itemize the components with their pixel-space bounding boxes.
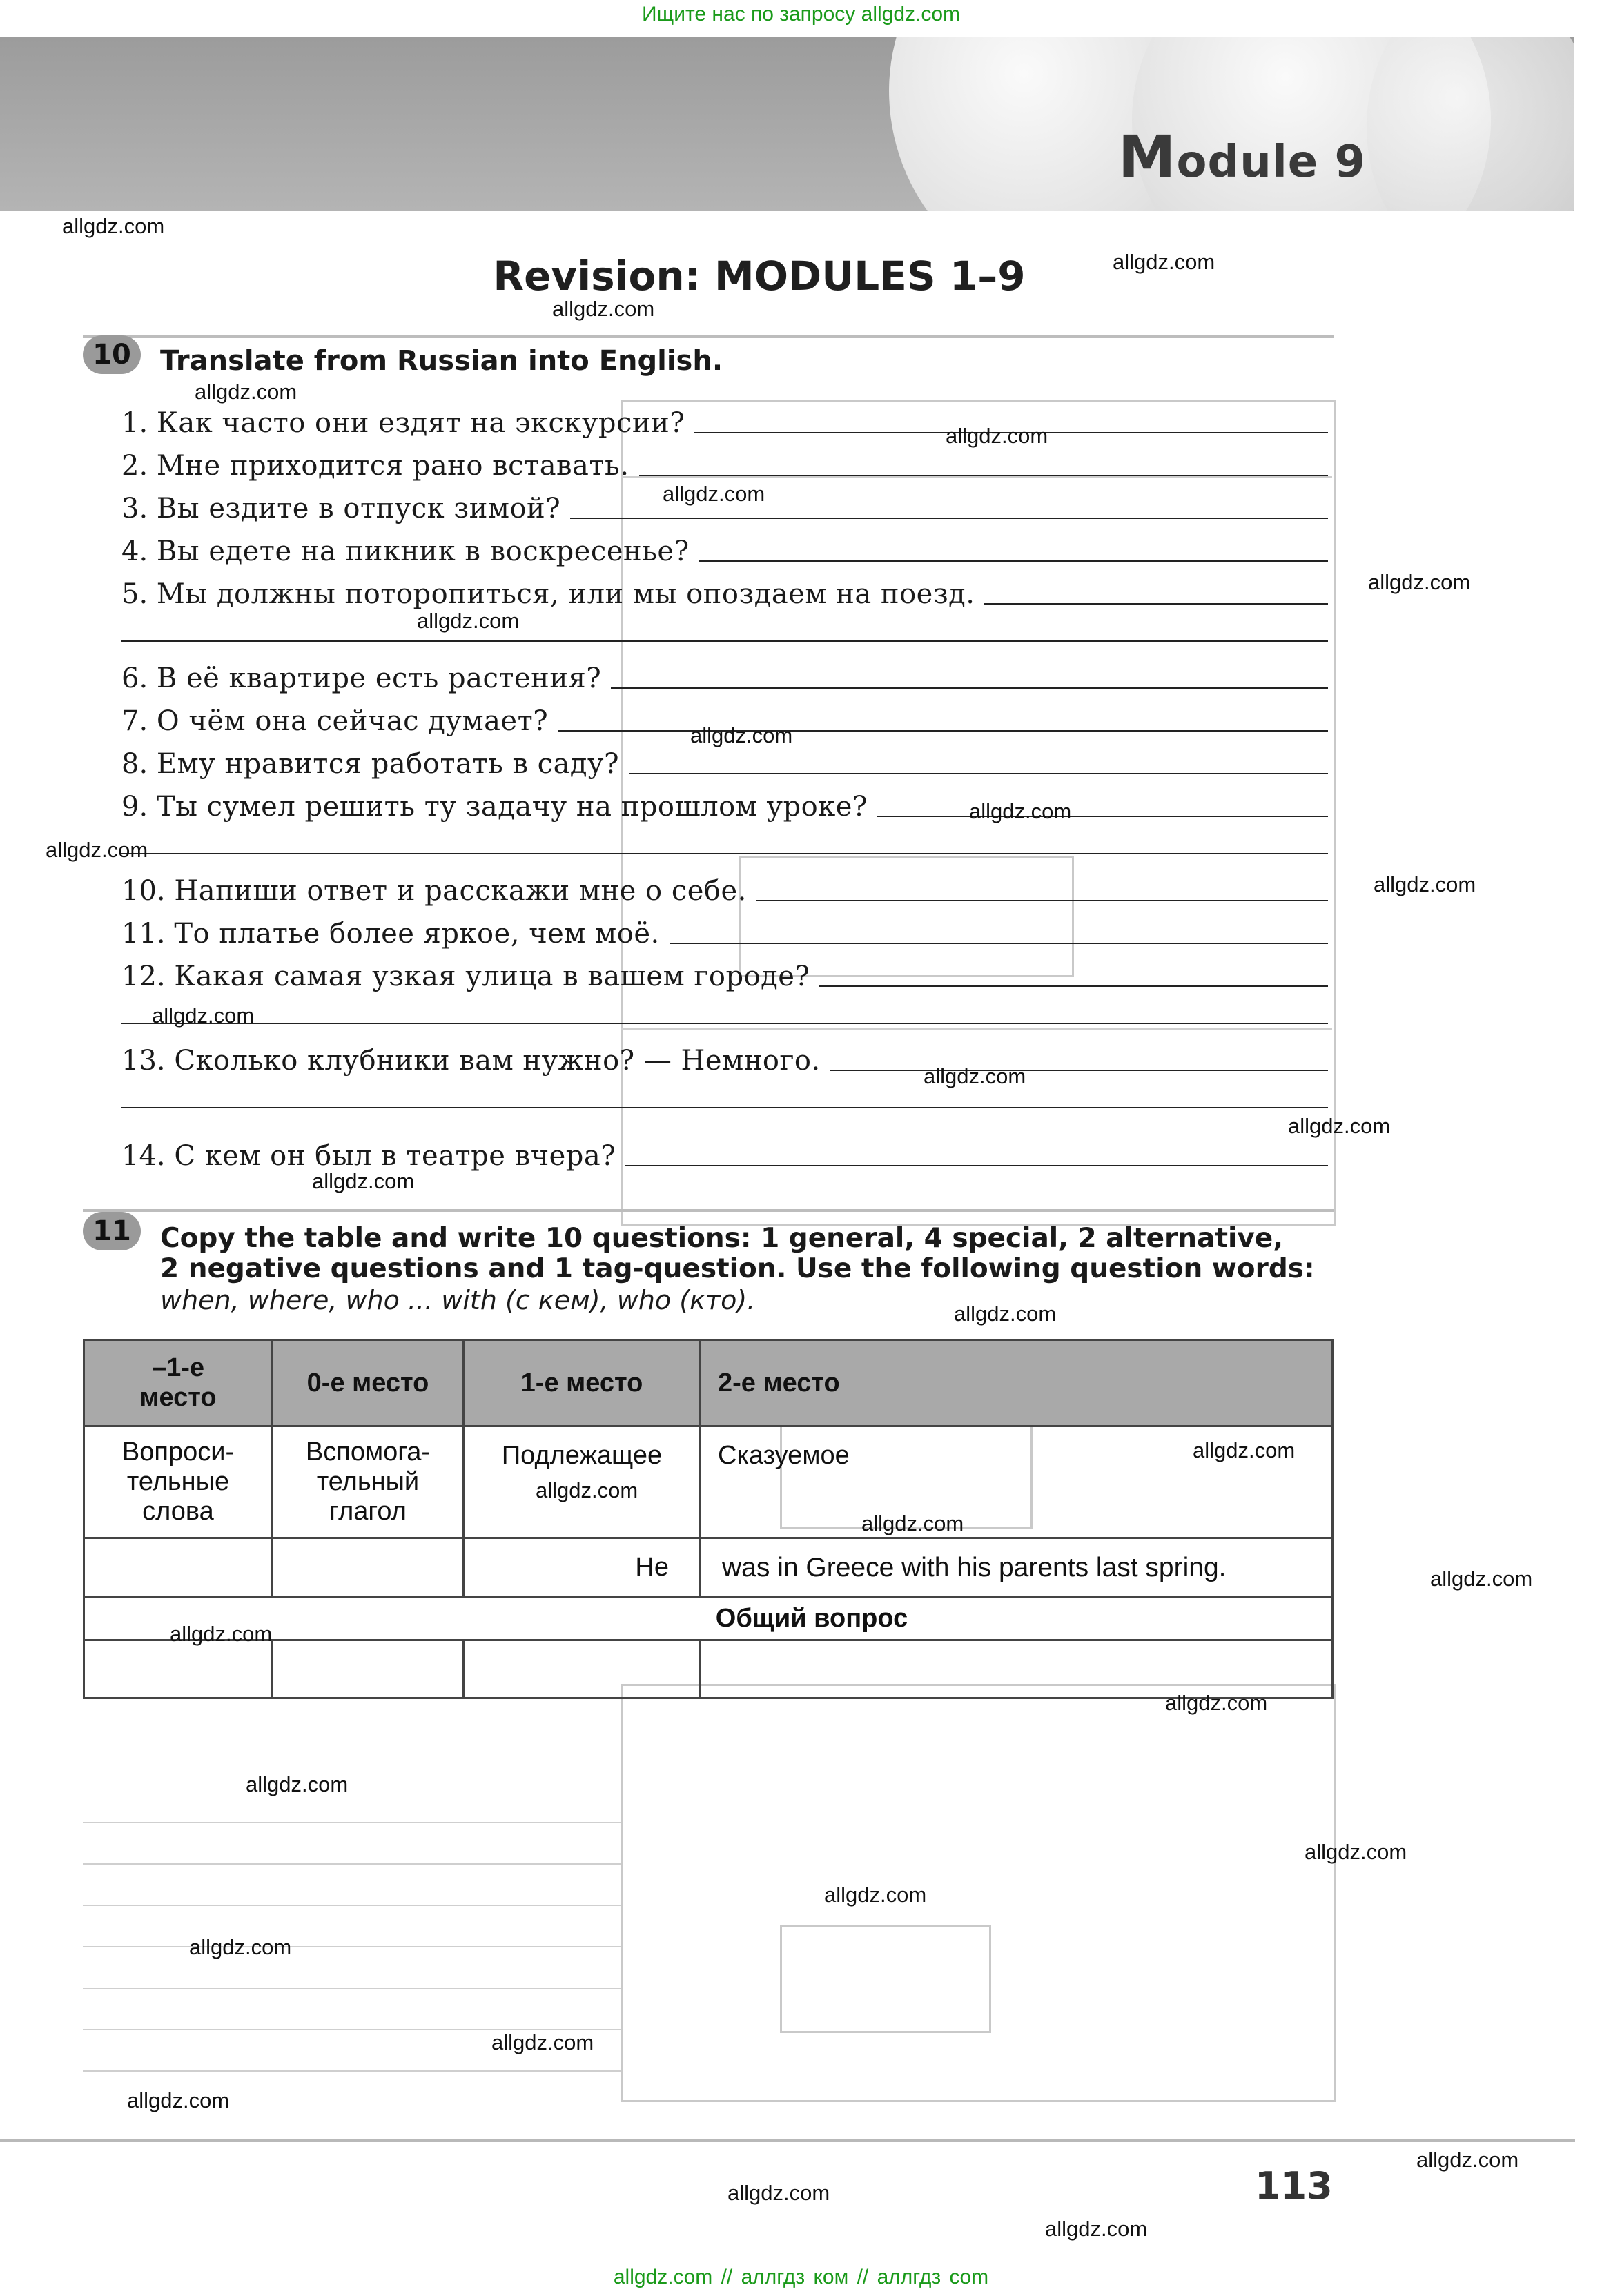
watermark: allgdz.com bbox=[1288, 1114, 1391, 1138]
answer-line[interactable] bbox=[670, 943, 1328, 944]
footer-links: allgdz.com // аллгдз ком // аллгдз com bbox=[613, 2266, 989, 2288]
question-row: 8. Ему нравится работать в саду? bbox=[121, 740, 1328, 780]
ghost-line bbox=[83, 1946, 621, 1947]
table-cell: was in Greece with his parents last spring. bbox=[701, 1538, 1333, 1598]
table-cell: Вопроси- тельные слова bbox=[84, 1426, 273, 1538]
table-header-cell: 1-е место bbox=[464, 1340, 701, 1426]
watermark: allgdz.com bbox=[1305, 1840, 1407, 1864]
watermark: allgdz.com bbox=[189, 1935, 292, 1959]
section-rule bbox=[83, 335, 1334, 338]
question-row: 9. Ты сумел решить ту задачу на прошлом уроке? bbox=[121, 783, 1328, 823]
answer-line[interactable] bbox=[639, 475, 1328, 476]
watermark: allgdz.com bbox=[690, 723, 793, 747]
ghost-line bbox=[83, 1822, 621, 1823]
watermark: allgdz.com bbox=[536, 1478, 638, 1502]
question-row: 5. Мы должны поторопиться, или мы опоздаем на поезд. bbox=[121, 570, 1328, 610]
table-cell: He bbox=[464, 1538, 701, 1598]
answer-line[interactable] bbox=[570, 518, 1328, 519]
watermark: allgdz.com bbox=[1165, 1691, 1268, 1715]
answer-line[interactable] bbox=[121, 640, 1328, 642]
watermark: allgdz.com bbox=[954, 1302, 1057, 1326]
answer-line[interactable] bbox=[121, 853, 1328, 854]
watermark: allgdz.com bbox=[946, 424, 1048, 448]
ghost-line bbox=[83, 1988, 621, 1989]
watermark: allgdz.com bbox=[1374, 872, 1476, 896]
page-number: 113 bbox=[1255, 2164, 1333, 2208]
table-cell: Общий вопрос bbox=[84, 1598, 1333, 1640]
exercise-number-badge: 10 bbox=[83, 335, 141, 374]
exercise11-instruction-line1: Copy the table and write 10 questions: 1 general, 4 special, 2 alternative, bbox=[160, 1223, 1284, 1254]
watermark: allgdz.com bbox=[1368, 570, 1471, 594]
question-row: 13. Сколько клубники вам нужно? — Немного. bbox=[121, 1037, 1328, 1077]
exercise11-question-words: when, where, who ... with (с кем), who (кто). bbox=[160, 1285, 756, 1315]
page-title: Revision: MODULES 1–9 bbox=[493, 253, 1026, 300]
table-cell[interactable] bbox=[84, 1538, 273, 1598]
question-row: 2. Мне приходится рано вставать. bbox=[121, 442, 1328, 482]
bottom-rule bbox=[0, 2139, 1575, 2142]
ghost-box bbox=[621, 1684, 1336, 2102]
ghost-box bbox=[780, 1925, 991, 2033]
module-label: Module 9 bbox=[1117, 123, 1366, 190]
ghost-line bbox=[83, 2070, 621, 2072]
answer-line[interactable] bbox=[629, 773, 1328, 774]
exercise-number-badge: 11 bbox=[83, 1212, 141, 1250]
table-cell[interactable] bbox=[273, 1640, 464, 1698]
answer-line[interactable] bbox=[756, 900, 1328, 901]
table-cell: Вспомога- тельный глагол bbox=[273, 1426, 464, 1538]
table-header-cell: 0-е место bbox=[273, 1340, 464, 1426]
table-header-cell: –1-е место bbox=[84, 1340, 273, 1426]
exercise10-instruction: Translate from Russian into English. bbox=[160, 345, 723, 377]
question-row: 11. То платье более яркое, чем моё. bbox=[121, 910, 1328, 950]
question-row: 10. Напиши ответ и расскажи мне о себе. bbox=[121, 867, 1328, 907]
search-notice: Ищите нас по запросу allgdz.com bbox=[641, 3, 961, 26]
watermark: allgdz.com bbox=[170, 1622, 273, 1646]
answer-line[interactable] bbox=[877, 816, 1328, 817]
answer-line[interactable] bbox=[819, 985, 1328, 987]
table-cell[interactable] bbox=[464, 1640, 701, 1698]
watermark: allgdz.com bbox=[46, 838, 148, 862]
table-header-cell: 2-е место bbox=[701, 1340, 1333, 1426]
question-row: 14. С кем он был в театре вчера? bbox=[121, 1132, 1328, 1172]
question-row: 6. В её квартире есть растения? bbox=[121, 654, 1328, 694]
question-row: 7. О чём она сейчас думает? bbox=[121, 697, 1328, 737]
section-rule bbox=[83, 1209, 1334, 1212]
watermark: allgdz.com bbox=[861, 1511, 964, 1535]
watermark: allgdz.com bbox=[246, 1772, 349, 1796]
watermark: allgdz.com bbox=[312, 1169, 415, 1193]
watermark: allgdz.com bbox=[152, 1003, 255, 1028]
question-row: 1. Как часто они ездят на экскурсии? bbox=[121, 399, 1328, 439]
ghost-line bbox=[83, 1863, 621, 1865]
watermark: allgdz.com bbox=[195, 380, 297, 404]
watermark: allgdz.com bbox=[663, 482, 765, 506]
watermark: allgdz.com bbox=[1416, 2148, 1519, 2172]
watermark: allgdz.com bbox=[1193, 1438, 1296, 1462]
watermark: allgdz.com bbox=[1045, 2217, 1148, 2241]
watermark: allgdz.com bbox=[417, 609, 520, 633]
petal-decoration bbox=[1367, 37, 1574, 211]
question-row: 3. Вы ездите в отпуск зимой? bbox=[121, 484, 1328, 524]
ghost-line bbox=[621, 1028, 1332, 1030]
table-header-row bbox=[84, 1340, 1333, 1426]
answer-line[interactable] bbox=[121, 1107, 1328, 1108]
watermark: allgdz.com bbox=[924, 1064, 1026, 1088]
ghost-line bbox=[83, 1905, 621, 1906]
table-row bbox=[84, 1640, 1333, 1698]
watermark: allgdz.com bbox=[1113, 250, 1215, 274]
table-row bbox=[84, 1538, 1333, 1598]
watermark: allgdz.com bbox=[491, 2030, 594, 2054]
watermark: allgdz.com bbox=[727, 2181, 830, 2205]
watermark: allgdz.com bbox=[552, 297, 655, 321]
watermark: allgdz.com bbox=[824, 1883, 927, 1907]
table-cell[interactable] bbox=[84, 1640, 273, 1698]
table-row bbox=[84, 1426, 1333, 1538]
question-row: 4. Вы едете на пикник в воскресенье? bbox=[121, 527, 1328, 567]
watermark: allgdz.com bbox=[62, 214, 165, 238]
answer-line[interactable] bbox=[121, 1023, 1328, 1024]
table-cell: Сказуемое bbox=[701, 1426, 1333, 1538]
answer-line[interactable] bbox=[984, 603, 1328, 605]
table-cell[interactable] bbox=[701, 1640, 1333, 1698]
answer-line[interactable] bbox=[558, 730, 1328, 732]
exercise11-instruction-line2: 2 negative questions and 1 tag-question. Use the following question words: bbox=[160, 1253, 1315, 1284]
watermark: allgdz.com bbox=[969, 799, 1072, 823]
watermark: allgdz.com bbox=[1430, 1567, 1533, 1591]
answer-line[interactable] bbox=[611, 687, 1328, 689]
question-row: 12. Какая самая узкая улица в вашем городе? bbox=[121, 952, 1328, 992]
answer-line[interactable] bbox=[830, 1070, 1328, 1071]
table-cell[interactable] bbox=[273, 1538, 464, 1598]
table-cell: Подлежащее bbox=[464, 1426, 701, 1538]
answer-line[interactable] bbox=[625, 1165, 1328, 1166]
answer-line[interactable] bbox=[699, 560, 1328, 562]
watermark: allgdz.com bbox=[127, 2088, 230, 2112]
